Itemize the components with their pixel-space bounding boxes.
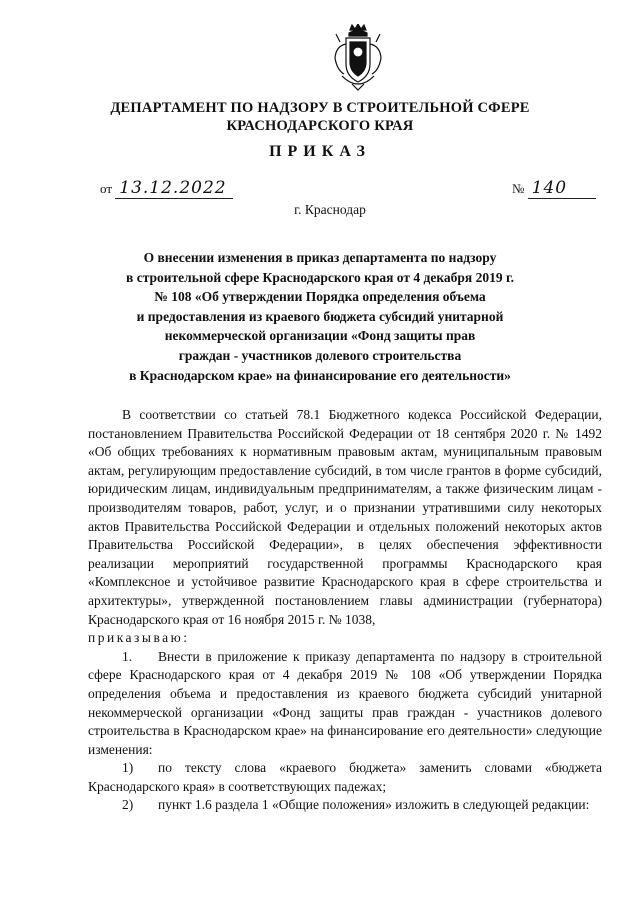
order-date: 13.12.2022 [115,178,232,199]
number-prefix: № [512,181,525,196]
subitem-1-number: 1) [122,760,134,776]
subitem-1-text: по тексту слова «краевого бюджета» заменить словами «бюджета Краснодарского края» в соответствующих падежах; [88,760,602,794]
preamble-paragraph: В соответствии со статьей 78.1 Бюджетного кодекса Российской Федерации, постановлением Правительства Российской Федерации от 18 сентября 2020 г. № 1492 «Об общих требованиях к нормативным правовым актам, муниципальным правовым актам, регулирующим предоставление субсидий, в том числе грантов в форме субсидий, юридическим лицам, индивидуальным предпринимателям, а также физическим лицам - производителям товаров, работ, услуг, и о признании утратившими силу некоторых актов Правительства Российской Федерации и отдельных положений некоторых актов Правительства Российской Федерации», в целях обеспечения эффективности реализации мероприятий государственной программы Краснодарского края «Комплексное и устойчивое развитие Краснодарского края в сфере строительства и архитектуры», утвержденной постановлением главы администрации (губернатора) Краснодарского края от 16 ноября 2015 г. № 1038, [88,407,602,627]
subject-line: № 108 «Об утверждении Порядка определения объема [154,289,486,305]
subject-line: О внесении изменения в приказ департамента по надзору [143,250,497,265]
item-1 [88,648,602,760]
subject-line: в Краснодарском крае» на финансирование его деятельности» [129,367,511,383]
order-number: 140 [528,178,596,199]
date-prefix: от [100,181,113,196]
date-row [100,178,233,199]
item-1-text: Внести в приложение к приказу департамента по надзору в строительной сфере Краснодарского края от 4 декабря 2019 № 108 «Об утверждении Порядка определения объема и предоставления из краевого бюджета субсидий унитарной некоммерческой организации «Фонд защиты прав граждан - участников долевого строительства в Краснодарском крае» на финансирование его деятельности» следующие изменения: [88,648,602,757]
subject-line: граждан - участников долевого строительства [178,347,462,363]
subitem-1 [88,759,602,796]
subject-line: некоммерческой организации «Фонд защиты прав [164,328,476,344]
subitem-2-text: пункт 1.6 раздела 1 «Общие положения» изложить в следующей редакции: [158,797,590,813]
document-type-title: ПРИКАЗ [269,143,371,160]
city: г. Краснодар [294,202,366,217]
subject-line: и предоставления из краевого бюджета субсидий унитарной [136,308,504,324]
number-row [512,178,596,199]
department-name-line1: ДЕПАРТАМЕНТ ПО НАДЗОРУ В СТРОИТЕЛЬНОЙ СФЕРЕ [110,100,530,116]
subitem-2-number: 2) [122,797,134,813]
subject-line: в строительной сфере Краснодарского края от 4 декабря 2019 г. [126,269,514,285]
order-word: приказываю: [88,630,190,646]
department-name-line2: КРАСНОДАРСКОГО КРАЯ [226,118,414,134]
order-subject [95,248,545,385]
order-body [88,406,602,815]
subitem-2 [88,796,602,815]
coat-of-arms-icon [332,24,384,94]
item-1-number: 1. [122,648,133,664]
